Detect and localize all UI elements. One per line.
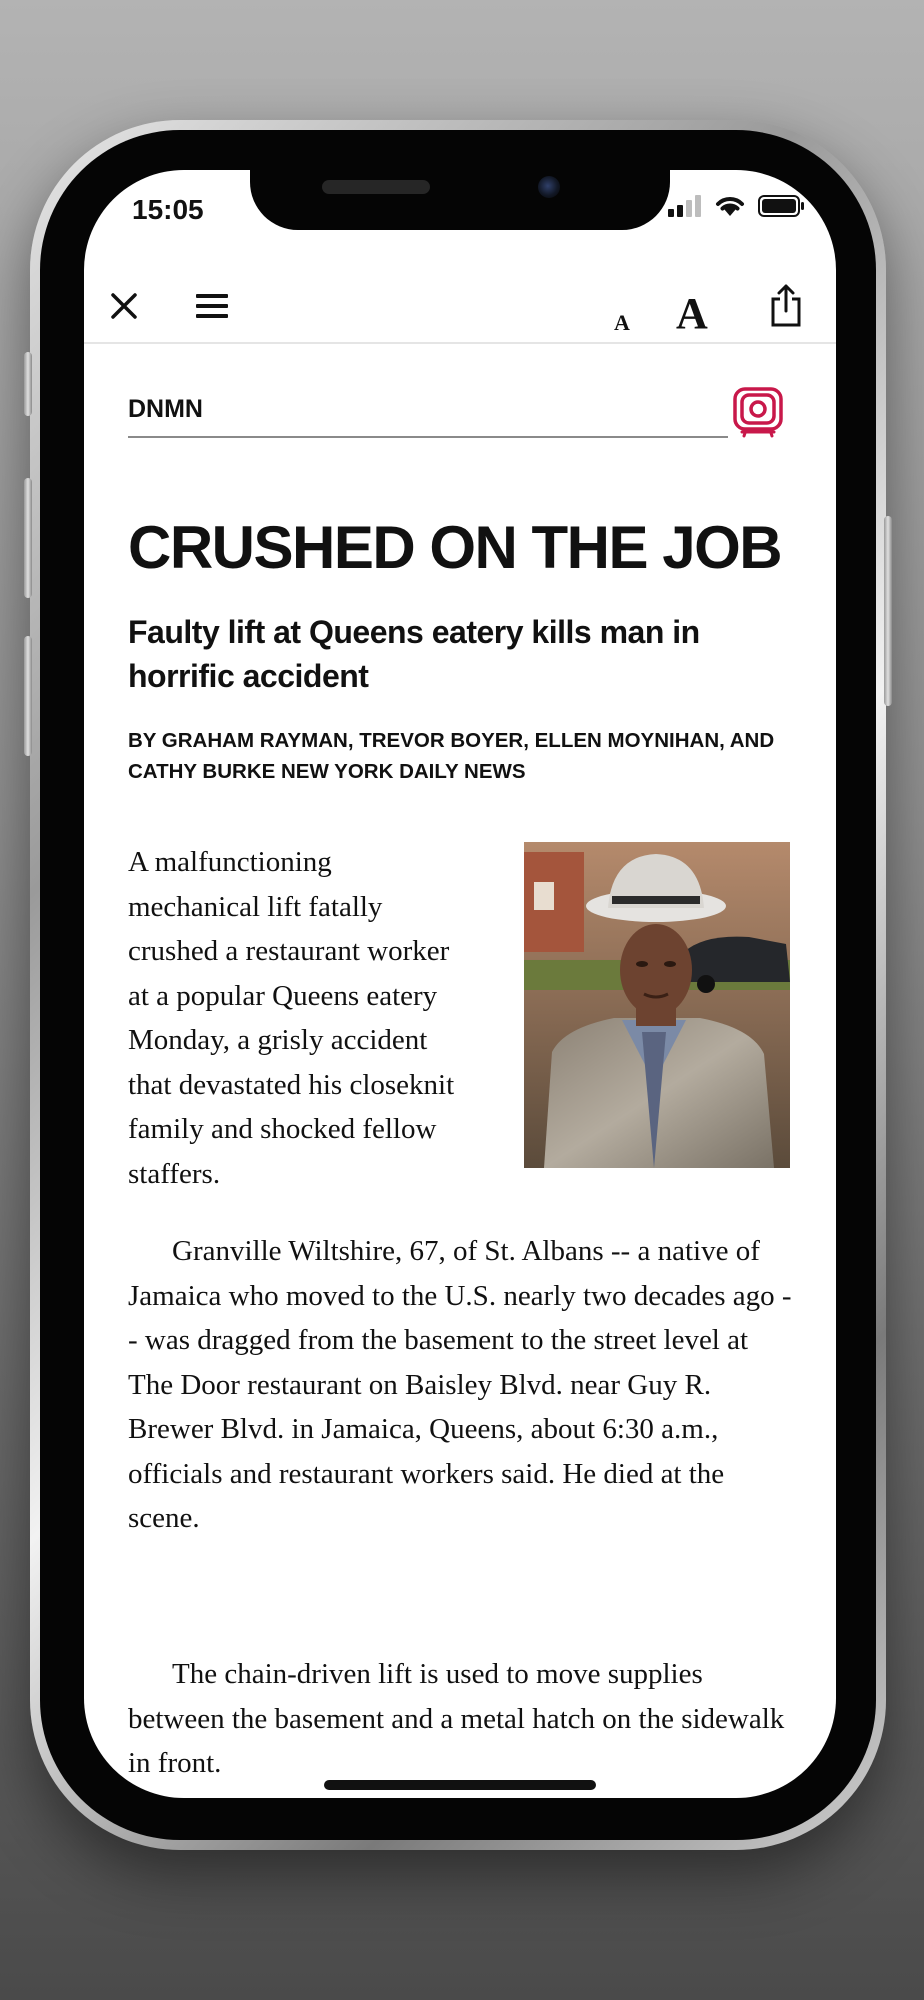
wifi-icon [714, 194, 746, 218]
close-button[interactable] [104, 286, 144, 326]
decrease-font-button[interactable]: A [614, 310, 630, 335]
reader-toolbar [84, 270, 836, 344]
share-icon [769, 283, 803, 327]
close-icon [110, 292, 138, 320]
phone-screen [84, 170, 836, 1798]
article-paragraph: A malfunctioning mechanical lift fatally crushed a restaurant worker at a popular Queens eatery Monday, a grisly accident that devastated his closeknit family and shocked fellow staffers. [128, 846, 455, 1190]
article-paragraph: The chain-driven lift is used to move supplies between the basement and a metal hatch on the sidewalk in front. [128, 1658, 785, 1779]
volume-up-button [24, 478, 32, 598]
newsstand-logo-icon [732, 386, 784, 438]
section-divider [128, 436, 728, 438]
article-byline: BY GRAHAM RAYMAN, TREVOR BOYER, ELLEN MOYNIHAN, AND CATHY BURKE NEW YORK DAILY NEWS [128, 729, 775, 783]
menu-button[interactable] [190, 286, 234, 326]
article-subheadline: Faulty lift at Queens eatery kills man in horrific accident [128, 614, 700, 694]
article-paragraph: Granville Wiltshire, 67, of St. Albans -- a native of Jamaica who moved to the U.S. nearly two decades ago -- was dragged from the basement to the street level at The Door restaurant on Baisley Blvd. near Guy R. Brewer Blvd. in Jamaica, Queens, about 6:30 a.m., officials and restaurant workers said. He died at the scene. [128, 1235, 792, 1534]
power-button [884, 516, 892, 706]
volume-down-button [24, 636, 32, 756]
section-label: DNMN [128, 395, 203, 423]
hamburger-menu-icon [196, 292, 228, 320]
status-icons [668, 194, 806, 218]
status-time: 15:05 [132, 194, 204, 225]
speaker-grille [322, 180, 430, 194]
article-headline: CRUSHED ON THE JOB [128, 514, 782, 581]
increase-font-button[interactable]: A [676, 289, 708, 338]
cellular-signal-icon [668, 195, 702, 217]
battery-icon [758, 194, 806, 218]
article-photo [524, 842, 790, 1168]
front-camera [538, 176, 560, 198]
mute-switch [24, 352, 32, 416]
notch [250, 170, 670, 230]
share-button[interactable] [764, 280, 808, 330]
home-indicator[interactable] [324, 1780, 596, 1790]
